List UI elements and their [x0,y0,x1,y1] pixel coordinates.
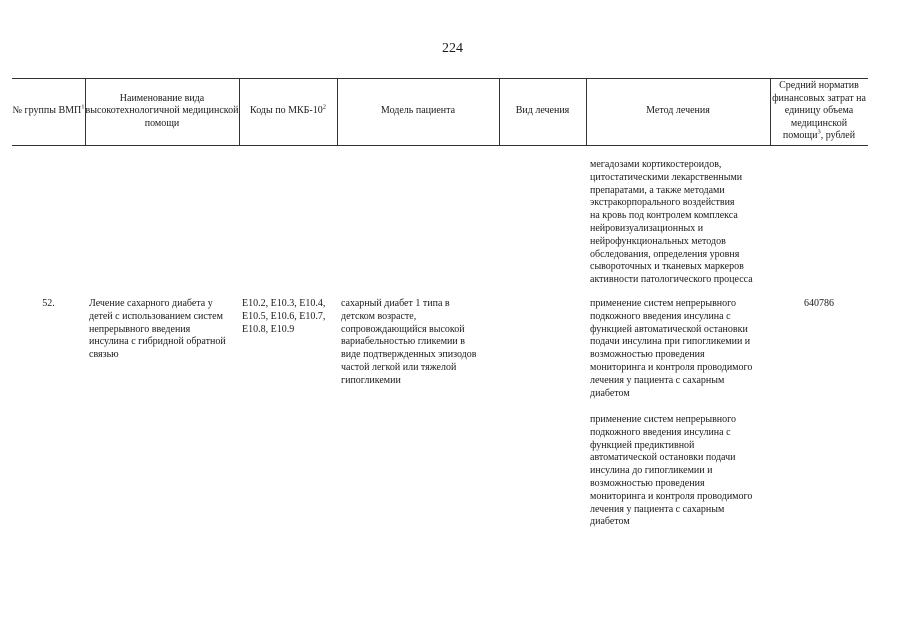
header-treatment-kind: Вид лечения [515,105,570,117]
header-icd-codes: Коды по МКБ-$10^2$ [250,103,326,117]
row-cost-value: 640786 [804,298,834,309]
row-care-type-name: Лечение сахарного диабета у детей с использованием систем непрерывного введения инсулина с гибридной обратной связью [89,298,226,361]
row-patient-model: сахарный диабет 1 типа в детском возрасте, сопровождающийся высокой вариабельностью гликемии в виде подтвержденных эпизодов частой легкой или тяжелой гипогликемии [341,298,477,386]
header-patient-model: Модель пациента [380,105,456,117]
header-bottom-rule [12,145,868,146]
header-care-type-name: Наименование вида высокотехнологичной медицинской помощи [85,92,239,129]
continued-method-text: мегадозами кортикостероидов, цитостатическими лекарственными препаратами, а также методами экстракорпорального воздействия на кровь под контролем комплекса нейровизуализационных и нейрофункциональных методов обследования, определения уровня сывороточных и тканевых маркеров активности патологического процесса [590,159,753,286]
header-treatment-method: Метод лечения [646,105,710,117]
row-group-number: 52. [42,298,55,309]
row-icd-codes: E10.2, E10.3, E10.4, E10.5, E10.6, E10.7, E10.8, E10.9 [242,298,326,335]
row-treatment-method-2: применение систем непрерывного подкожного введения инсулина с функцией предиктивной автоматической остановки подачи инсулина до гипогликемии и возможностью проведения мониторинга и контроля проводимого лечения у пациента с сахарным диабетом [590,414,753,528]
page-number: 224 [442,41,463,56]
row-treatment-method-1: применение систем непрерывного подкожного введения инсулина с функцией автоматической остановки подачи инсулина при гипогликемии и возможностью проведения мониторинга и контроля проводимого лечения у пациента с сахарным диабетом [590,298,753,399]
header-group-number: № группы ВМП$^1$ [12,103,85,117]
header-cost-norm: Средний норматив финансовых затрат на единицу объема медицинской помощи$^3$, рублей [772,80,866,142]
